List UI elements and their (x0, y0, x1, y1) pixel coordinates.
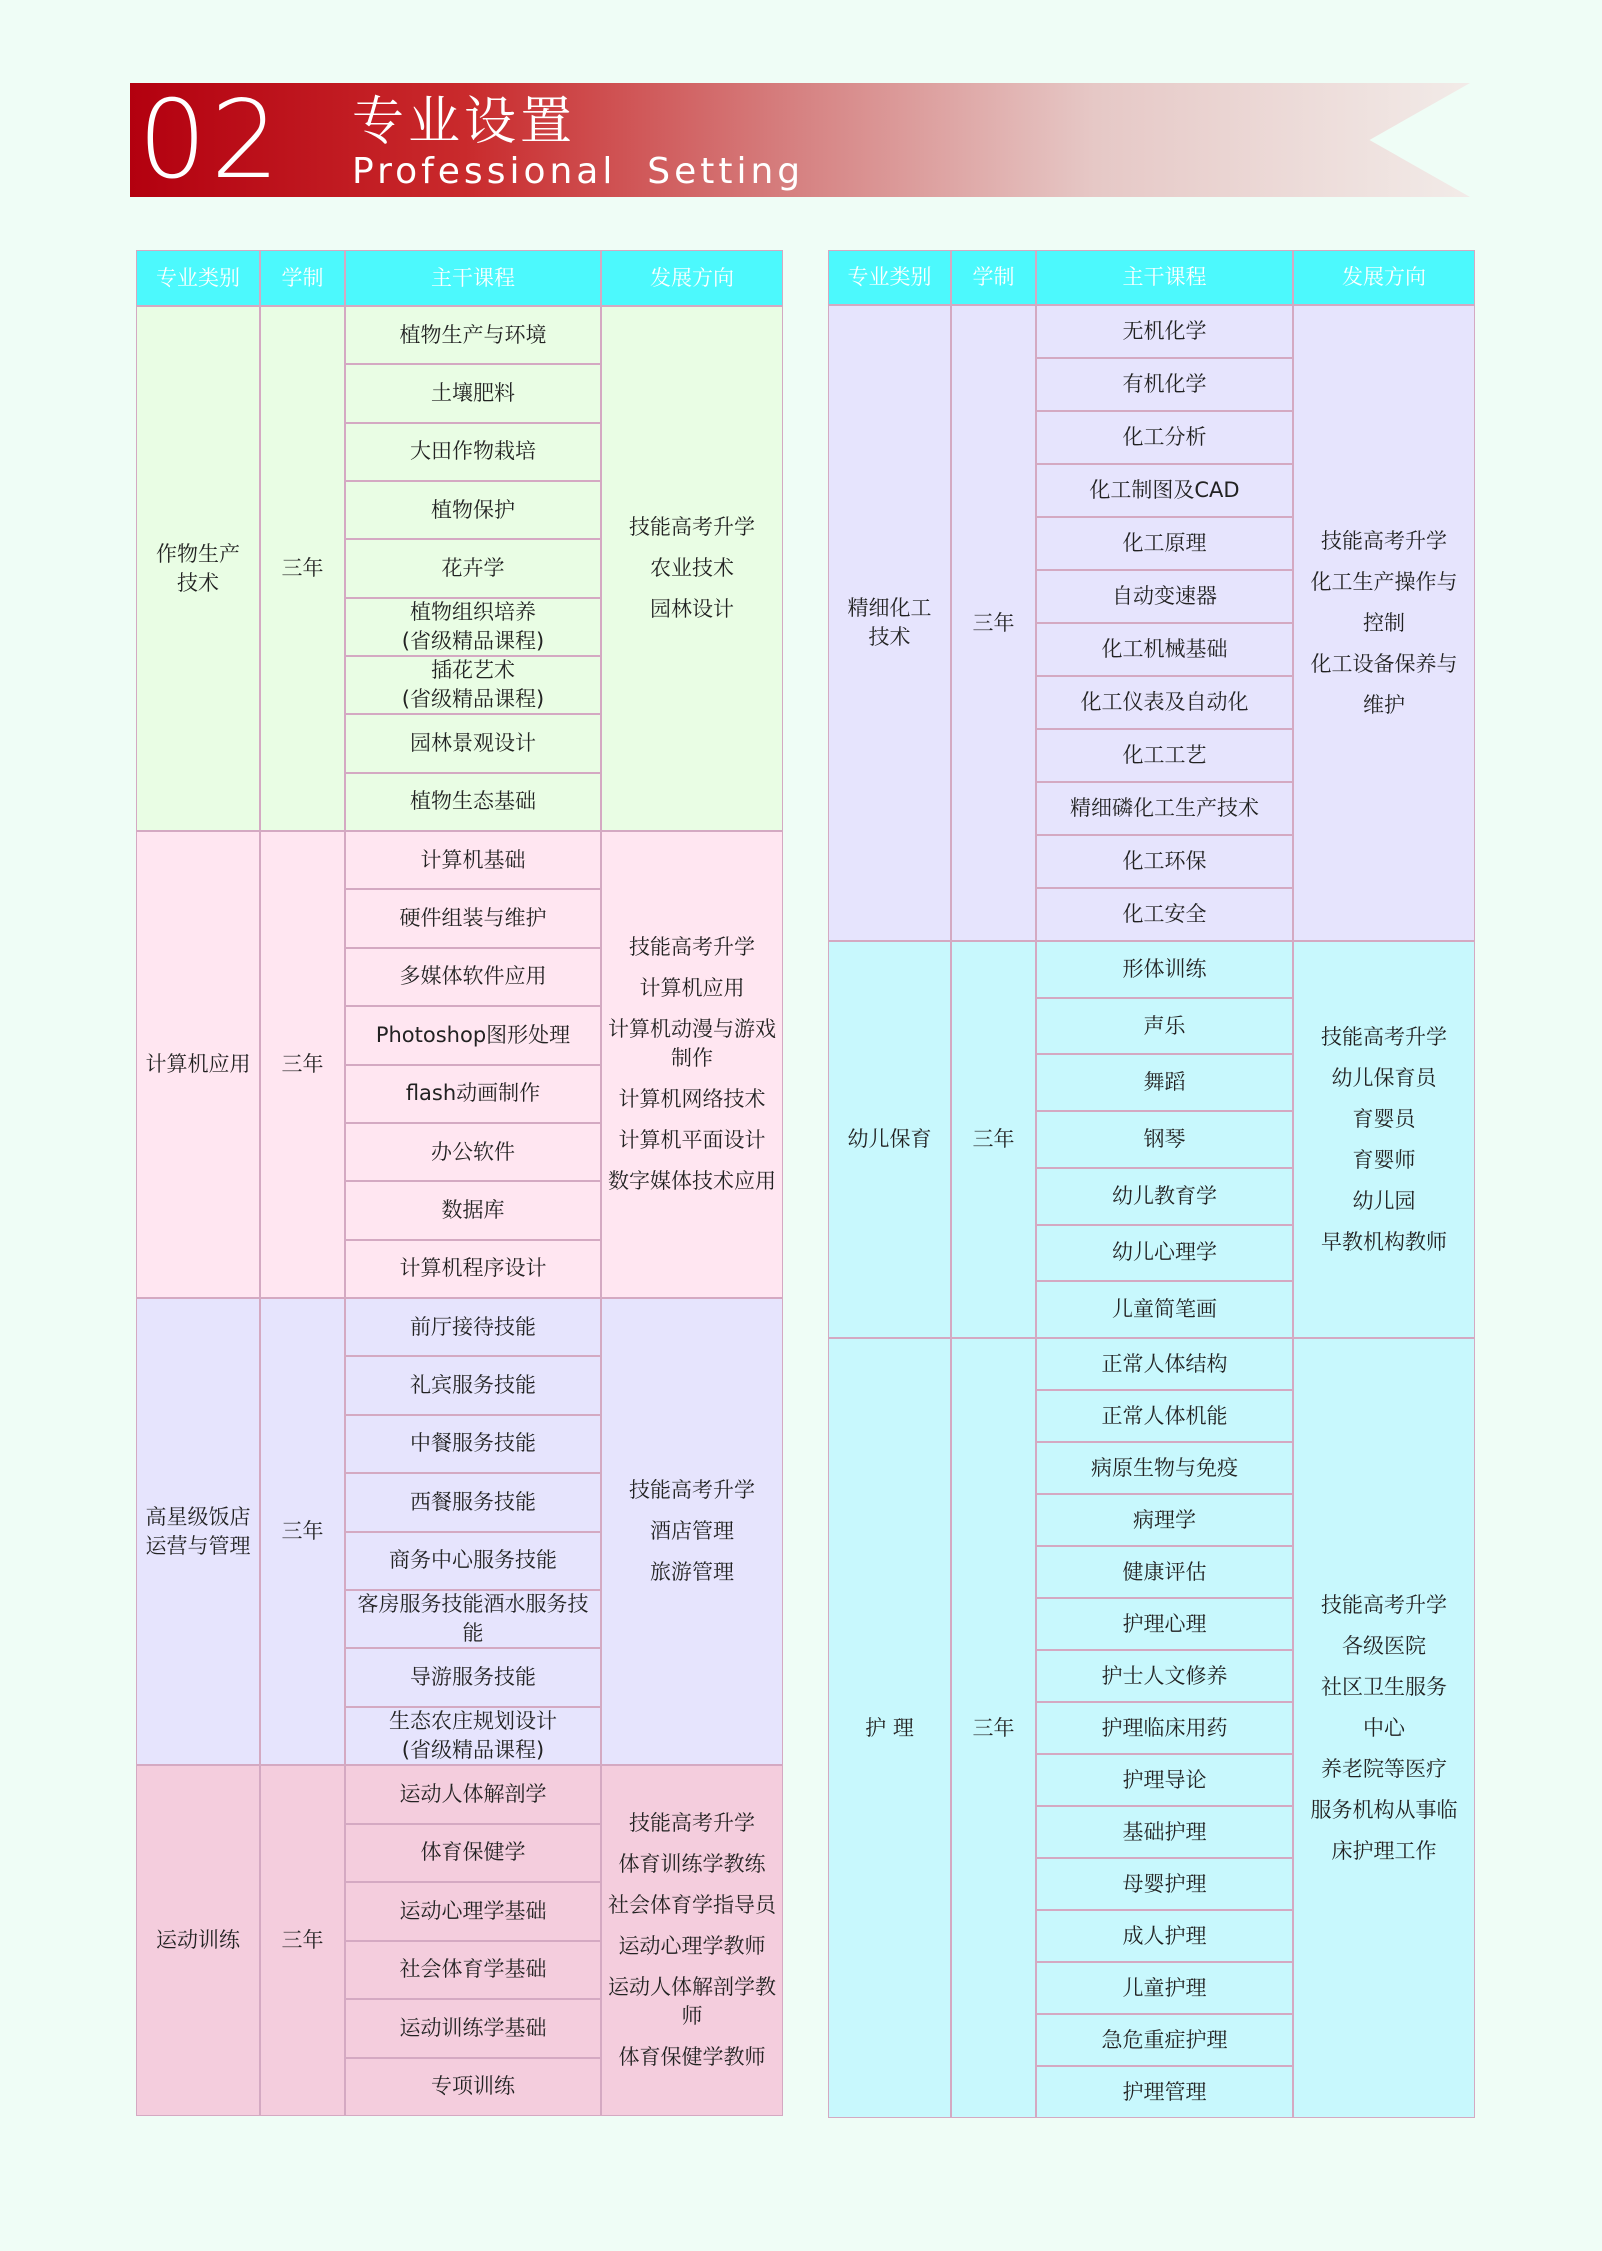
course-cell: 生态农庄规划设计 (省级精品课程) (345, 1707, 601, 1765)
category-cell: 高星级饭店 运营与管理 (136, 1298, 260, 1765)
header-category: 专业类别 (828, 250, 951, 305)
direction-item: 旅游管理 (650, 1560, 734, 1584)
course-cell: 植物生态基础 (345, 773, 601, 831)
direction-item: 中心 (1363, 1715, 1405, 1740)
course-cell: 化工工艺 (1036, 729, 1293, 782)
course-cell: 专项训练 (345, 2058, 601, 2117)
course-cell: 大田作物栽培 (345, 423, 601, 481)
category-cell: 运动训练 (136, 1765, 260, 2116)
course-cell: 病理学 (1036, 1494, 1293, 1546)
direction-item: 技能高考升学 (1321, 1592, 1447, 1617)
course-cell: 形体训练 (1036, 941, 1293, 998)
direction-item: 技能高考升学 (629, 935, 755, 959)
course-cell: 社会体育学基础 (345, 1941, 601, 2000)
header-directions: 发展方向 (601, 250, 783, 306)
course-cell: 化工环保 (1036, 835, 1293, 888)
direction-item: 计算机动漫与游戏 制作 (608, 1017, 776, 1070)
direction-item: 体育训练学教练 (618, 1852, 766, 1876)
years-cell: 三年 (951, 305, 1036, 941)
course-cell: 钢琴 (1036, 1111, 1293, 1168)
directions-cell (601, 1298, 783, 1765)
course-cell: 正常人体结构 (1036, 1338, 1293, 1390)
course-cell: 急危重症护理 (1036, 2014, 1293, 2066)
course-cell: 舞蹈 (1036, 1054, 1293, 1111)
direction-item: 化工设备保养与 (1310, 651, 1458, 676)
course-cell: 化工仪表及自动化 (1036, 676, 1293, 729)
course-cell: 植物生产与环境 (345, 306, 601, 364)
course-cell: 化工制图及CAD (1036, 464, 1293, 517)
course-cell: Photoshop图形处理 (345, 1006, 601, 1064)
direction-item: 社会体育学指导员 (608, 1893, 776, 1917)
course-cell: 化工机械基础 (1036, 623, 1293, 676)
course-cell: 运动人体解剖学 (345, 1765, 601, 1824)
direction-item: 各级医院 (1342, 1633, 1426, 1658)
direction-item: 服务机构从事临 (1310, 1797, 1458, 1822)
course-cell: 无机化学 (1036, 305, 1293, 358)
directions-cell (1293, 1338, 1475, 2118)
direction-item: 控制 (1363, 610, 1405, 635)
direction-item: 技能高考升学 (629, 1478, 755, 1502)
course-cell: 多媒体软件应用 (345, 948, 601, 1006)
course-cell: 数据库 (345, 1181, 601, 1239)
course-cell: 声乐 (1036, 998, 1293, 1055)
direction-item: 技能高考升学 (1321, 1024, 1447, 1049)
course-cell: 插花艺术 (省级精品课程) (345, 656, 601, 714)
course-cell: 幼儿教育学 (1036, 1168, 1293, 1225)
course-cell: 护理导论 (1036, 1754, 1293, 1806)
course-cell: 母婴护理 (1036, 1858, 1293, 1910)
category-cell: 幼儿保育 (828, 941, 951, 1338)
course-cell: 商务中心服务技能 (345, 1532, 601, 1590)
course-cell: 花卉学 (345, 539, 601, 597)
course-cell: 植物保护 (345, 481, 601, 539)
category-cell: 作物生产 技术 (136, 306, 260, 831)
years-cell: 三年 (951, 941, 1036, 1338)
directions-cell (601, 306, 783, 831)
section-title-en: Professional Setting (352, 151, 805, 192)
course-cell: 运动心理学基础 (345, 1882, 601, 1941)
category-cell: 精细化工 技术 (828, 305, 951, 941)
direction-item: 酒店管理 (650, 1519, 734, 1543)
course-cell: 前厅接待技能 (345, 1298, 601, 1356)
direction-item: 运动心理学教师 (618, 1934, 766, 1958)
course-cell: 客房服务技能酒水服务技 能 (345, 1590, 601, 1648)
direction-item: 维护 (1363, 692, 1405, 717)
section-number: 02 (138, 78, 284, 203)
directions-cell (1293, 941, 1475, 1338)
years-cell: 三年 (260, 831, 345, 1298)
directions-cell (1293, 305, 1475, 941)
direction-item: 社区卫生服务 (1321, 1674, 1447, 1699)
course-cell: 导游服务技能 (345, 1648, 601, 1706)
header-years: 学制 (951, 250, 1036, 305)
direction-item: 育婴师 (1352, 1147, 1416, 1172)
course-cell: 正常人体机能 (1036, 1390, 1293, 1442)
course-cell: 护士人文修养 (1036, 1650, 1293, 1702)
course-cell: 护理心理 (1036, 1598, 1293, 1650)
years-cell: 三年 (260, 1298, 345, 1765)
direction-item: 技能高考升学 (1321, 528, 1447, 553)
directions-cell (601, 831, 783, 1298)
course-cell: 健康评估 (1036, 1546, 1293, 1598)
course-cell: 体育保健学 (345, 1824, 601, 1883)
course-cell: 儿童简笔画 (1036, 1281, 1293, 1338)
course-cell: 土壤肥料 (345, 364, 601, 422)
direction-item: 数字媒体技术应用 (608, 1169, 776, 1193)
course-cell: 计算机程序设计 (345, 1240, 601, 1298)
direction-item: 育婴员 (1352, 1106, 1416, 1131)
course-cell: 办公软件 (345, 1123, 601, 1181)
course-cell: 儿童护理 (1036, 1962, 1293, 2014)
years-cell: 三年 (951, 1338, 1036, 2118)
years-cell: 三年 (260, 1765, 345, 2116)
course-cell: 护理临床用药 (1036, 1702, 1293, 1754)
course-cell: 化工分析 (1036, 411, 1293, 464)
course-cell: 精细磷化工生产技术 (1036, 782, 1293, 835)
section-title-cn: 专业设置 (352, 92, 577, 152)
direction-item: 计算机应用 (639, 976, 745, 1000)
direction-item: 计算机网络技术 (618, 1087, 766, 1111)
direction-item: 幼儿园 (1352, 1188, 1416, 1213)
course-cell: flash动画制作 (345, 1065, 601, 1123)
direction-item: 园林设计 (650, 597, 734, 621)
direction-item: 计算机平面设计 (618, 1128, 766, 1152)
course-cell: 病原生物与免疫 (1036, 1442, 1293, 1494)
course-cell: 护理管理 (1036, 2066, 1293, 2118)
direction-item: 早教机构教师 (1321, 1229, 1447, 1254)
course-cell: 硬件组装与维护 (345, 889, 601, 947)
course-cell: 计算机基础 (345, 831, 601, 889)
header-years: 学制 (260, 250, 345, 306)
course-cell: 自动变速器 (1036, 570, 1293, 623)
course-cell: 运动训练学基础 (345, 1999, 601, 2058)
direction-item: 化工生产操作与 (1310, 569, 1458, 594)
course-cell: 中餐服务技能 (345, 1415, 601, 1473)
header-directions: 发展方向 (1293, 250, 1475, 305)
course-cell: 西餐服务技能 (345, 1473, 601, 1531)
course-cell: 化工原理 (1036, 517, 1293, 570)
category-cell: 护 理 (828, 1338, 951, 2118)
course-cell: 基础护理 (1036, 1806, 1293, 1858)
direction-item: 技能高考升学 (629, 1811, 755, 1835)
course-cell: 成人护理 (1036, 1910, 1293, 1962)
course-cell: 幼儿心理学 (1036, 1225, 1293, 1282)
direction-item: 技能高考升学 (629, 515, 755, 539)
directions-cell (601, 1765, 783, 2116)
header-courses: 主干课程 (345, 250, 601, 306)
direction-item: 幼儿保育员 (1331, 1065, 1437, 1090)
course-cell: 礼宾服务技能 (345, 1356, 601, 1414)
course-cell: 化工安全 (1036, 888, 1293, 941)
course-cell: 植物组织培养 (省级精品课程) (345, 598, 601, 656)
direction-item: 床护理工作 (1331, 1838, 1437, 1863)
direction-item: 养老院等医疗 (1321, 1756, 1447, 1781)
direction-item: 农业技术 (650, 556, 734, 580)
direction-item: 运动人体解剖学教师 (608, 1975, 776, 2028)
direction-item: 体育保健学教师 (618, 2045, 766, 2069)
header-courses: 主干课程 (1036, 250, 1293, 305)
category-cell: 计算机应用 (136, 831, 260, 1298)
years-cell: 三年 (260, 306, 345, 831)
course-cell: 有机化学 (1036, 358, 1293, 411)
header-category: 专业类别 (136, 250, 260, 306)
course-cell: 园林景观设计 (345, 714, 601, 772)
